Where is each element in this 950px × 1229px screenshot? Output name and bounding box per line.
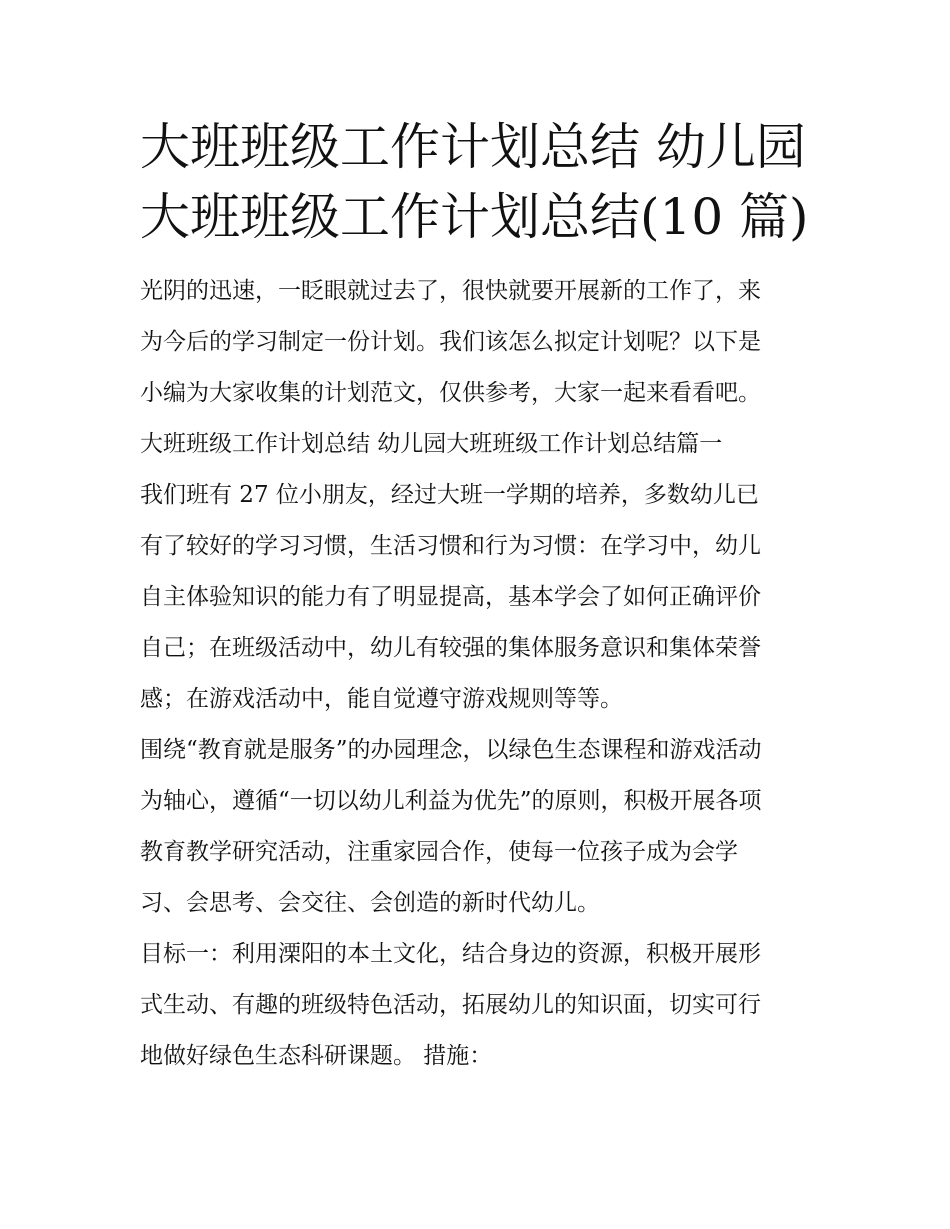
document-title [140,112,820,252]
text-line: 光阴的迅速，一眨眼就过去了，很快就要开展新的工作了，来 [140,278,761,304]
text-line: 自己；在班级活动中，幼儿有较强的集体服务意识和集体荣誉 [140,635,761,661]
text-line: 围绕“教育就是服务”的办园理念，以绿色生态课程和游戏活动 [140,737,762,763]
text-line: 目标一：利用溧阳的本土文化，结合身边的资源，积极开展形 [140,941,761,967]
text-line: 为今后的学习制定一份计划。我们该怎么拟定计划呢？以下是 [140,329,761,355]
philosophy-paragraph [140,725,820,929]
text-line: 有了较好的学习习惯，生活习惯和行为习惯：在学习中，幼儿 [140,533,761,559]
text-line: 自主体验知识的能力有了明显提高，基本学会了如何正确评价 [140,584,761,610]
text-line: 式生动、有趣的班级特色活动，拓展幼儿的知识面，切实可行 [140,992,761,1018]
text-line: 我们班有 27 位小朋友，经过大班一学期的培养，多数幼儿已 [140,482,759,508]
intro-paragraph [140,266,820,419]
class-overview-paragraph [140,470,820,725]
document-page [140,112,820,1082]
title-line-2: 大班班级工作计划总结(10 篇) [140,188,809,246]
goal-one-paragraph [140,929,820,1082]
text-line: 地做好绿色生态科研课题。 措施： [140,1043,493,1069]
title-line-1: 大班班级工作计划总结 幼儿园 [140,118,806,176]
text-line: 大班班级工作计划总结 幼儿园大班班级工作计划总结篇一 [140,431,723,457]
text-line: 习、会思考、会交往、会创造的新时代幼儿。 [140,890,600,916]
section-heading [140,419,820,470]
text-line: 感；在游戏活动中，能自觉遵守游戏规则等等。 [140,686,623,712]
text-line: 小编为大家收集的计划范文，仅供参考，大家一起来看看吧。 [140,380,761,406]
text-line: 教育教学研究活动，注重家园合作，使每一位孩子成为会学 [140,839,738,865]
text-line: 为轴心，遵循“一切以幼儿利益为优先”的原则，积极开展各项 [140,788,762,814]
document-body [140,266,820,1082]
